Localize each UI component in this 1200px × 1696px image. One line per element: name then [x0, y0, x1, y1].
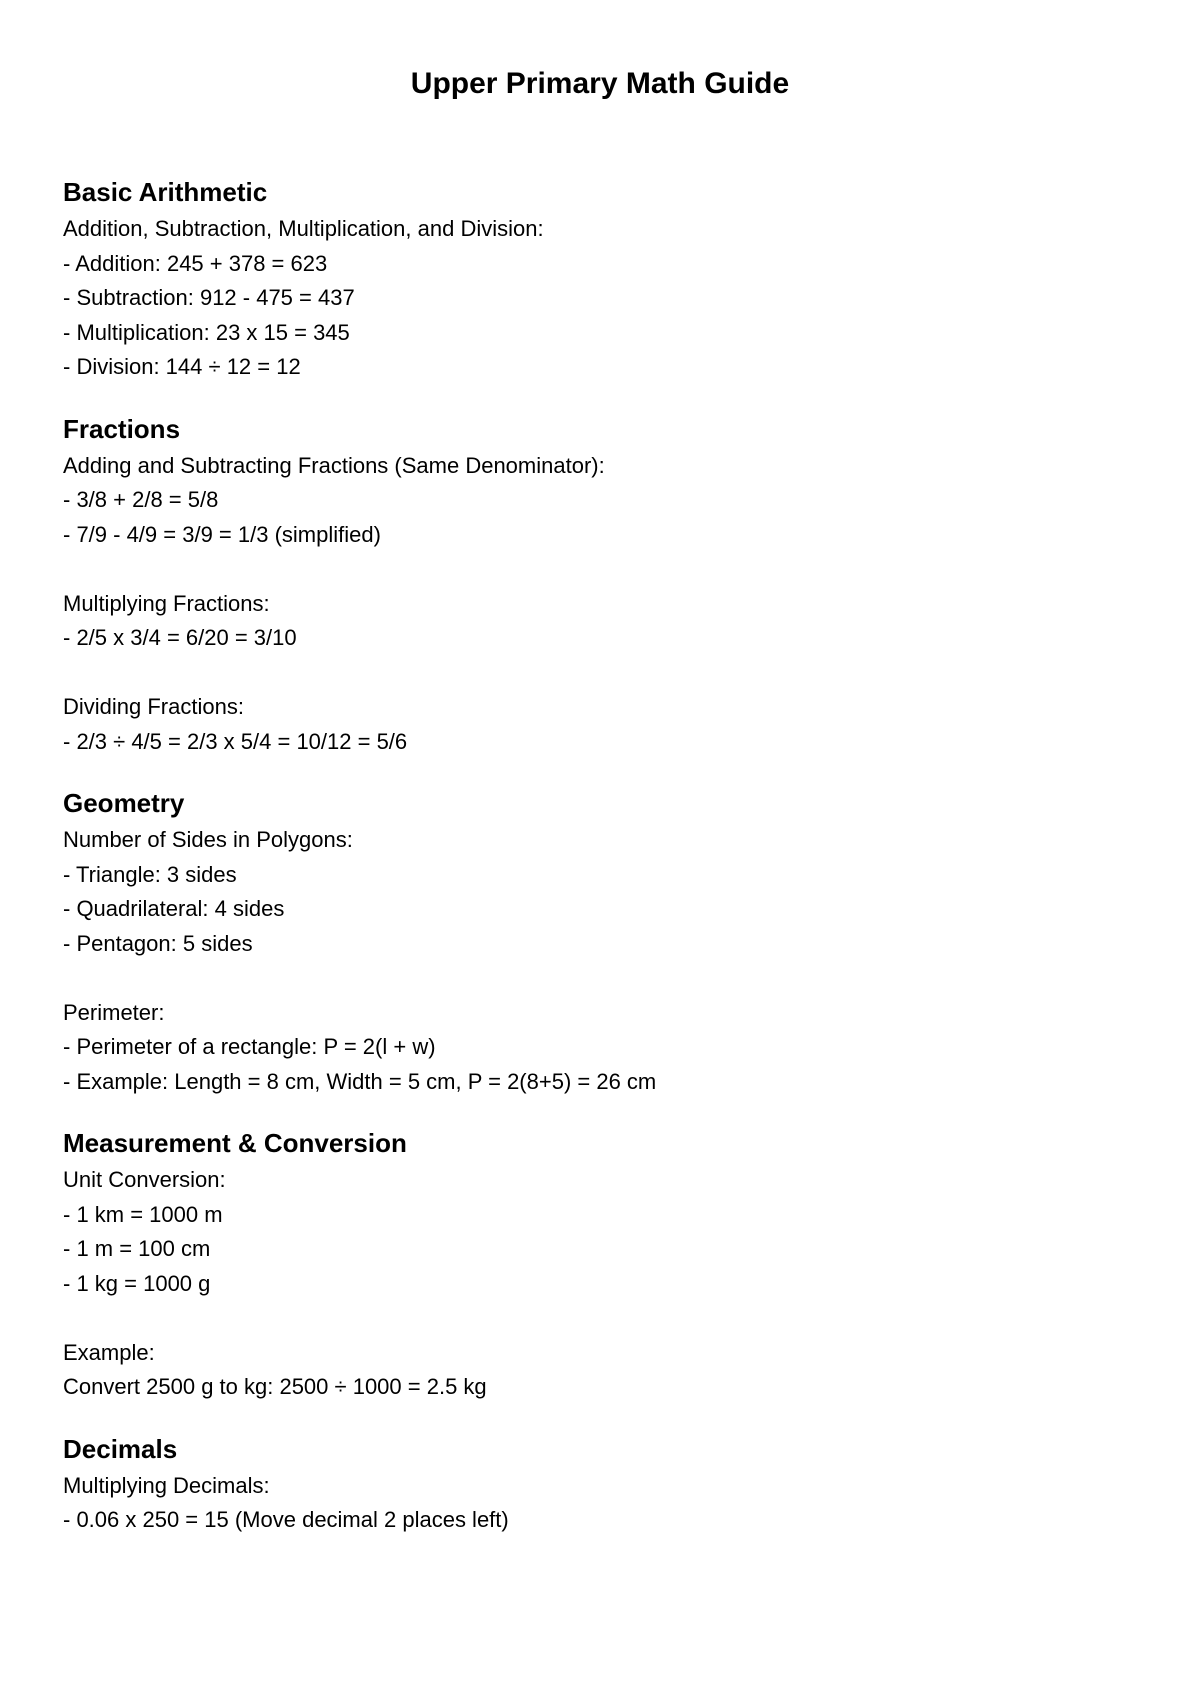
text-line: - 1 kg = 1000 g	[63, 1270, 211, 1296]
text-line: - 0.06 x 250 = 15 (Move decimal 2 places left)	[63, 1507, 509, 1532]
text-line: - 2/5 x 3/4 = 6/20 = 3/10	[63, 625, 297, 650]
text-line: Adding and Subtracting Fractions (Same Denominator):	[63, 452, 605, 478]
document-body	[63, 174, 1143, 1564]
text-line: Convert 2500 g to kg: 2500 ÷ 1000 = 2.5 kg	[63, 1374, 487, 1399]
text-line: Addition, Subtraction, Multiplication, and Division:	[63, 216, 544, 241]
text-line: - 3/8 + 2/8 = 5/8	[63, 487, 219, 512]
section-decimals	[63, 1431, 1143, 1538]
blank-line	[63, 656, 1143, 691]
blank-line	[63, 1301, 1143, 1336]
section-heading: Basic Arithmetic	[63, 177, 268, 207]
section-basic-arithmetic	[63, 174, 1143, 385]
section-measurement-conversion	[63, 1125, 1143, 1405]
section-fractions	[63, 411, 1143, 760]
blank-line	[63, 961, 1143, 996]
text-line: - 7/9 - 4/9 = 3/9 = 1/3 (simplified)	[63, 521, 381, 547]
text-line: - 1 km = 1000 m	[63, 1201, 223, 1227]
section-heading: Fractions	[63, 413, 181, 444]
text-line: - Example: Length = 8 cm, Width = 5 cm, P = 2(8+5) = 26 cm	[63, 1068, 657, 1094]
text-line: - 1 m = 100 cm	[63, 1236, 211, 1261]
text-line: - Quadrilateral: 4 sides	[63, 896, 285, 921]
section-heading: Decimals	[63, 1433, 178, 1464]
section-heading: Geometry	[63, 788, 185, 818]
text-line: - Addition: 245 + 378 = 623	[63, 250, 328, 276]
text-line: - Subtraction: 912 - 475 = 437	[63, 285, 355, 310]
section-heading: Measurement & Conversion	[63, 1128, 407, 1158]
text-line: Multiplying Fractions:	[63, 590, 270, 616]
text-line: Dividing Fractions:	[63, 694, 244, 719]
text-line: Multiplying Decimals:	[63, 1472, 270, 1498]
text-line: - Pentagon: 5 sides	[63, 930, 253, 956]
text-line: Number of Sides in Polygons:	[63, 827, 353, 852]
text-line: - Multiplication: 23 x 15 = 345	[63, 319, 350, 345]
text-line: Example:	[63, 1339, 155, 1365]
document-title: Upper Primary Math Guide	[410, 67, 790, 100]
text-line: Perimeter:	[63, 999, 165, 1025]
text-line: - Division: 144 ÷ 12 = 12	[63, 354, 301, 379]
text-line: - 2/3 ÷ 4/5 = 2/3 x 5/4 = 10/12 = 5/6	[63, 728, 408, 754]
section-geometry	[63, 785, 1143, 1099]
blank-line	[63, 552, 1143, 587]
text-line: Unit Conversion:	[63, 1167, 226, 1192]
text-line: - Triangle: 3 sides	[63, 861, 237, 887]
text-line: - Perimeter of a rectangle: P = 2(l + w)	[63, 1034, 436, 1059]
